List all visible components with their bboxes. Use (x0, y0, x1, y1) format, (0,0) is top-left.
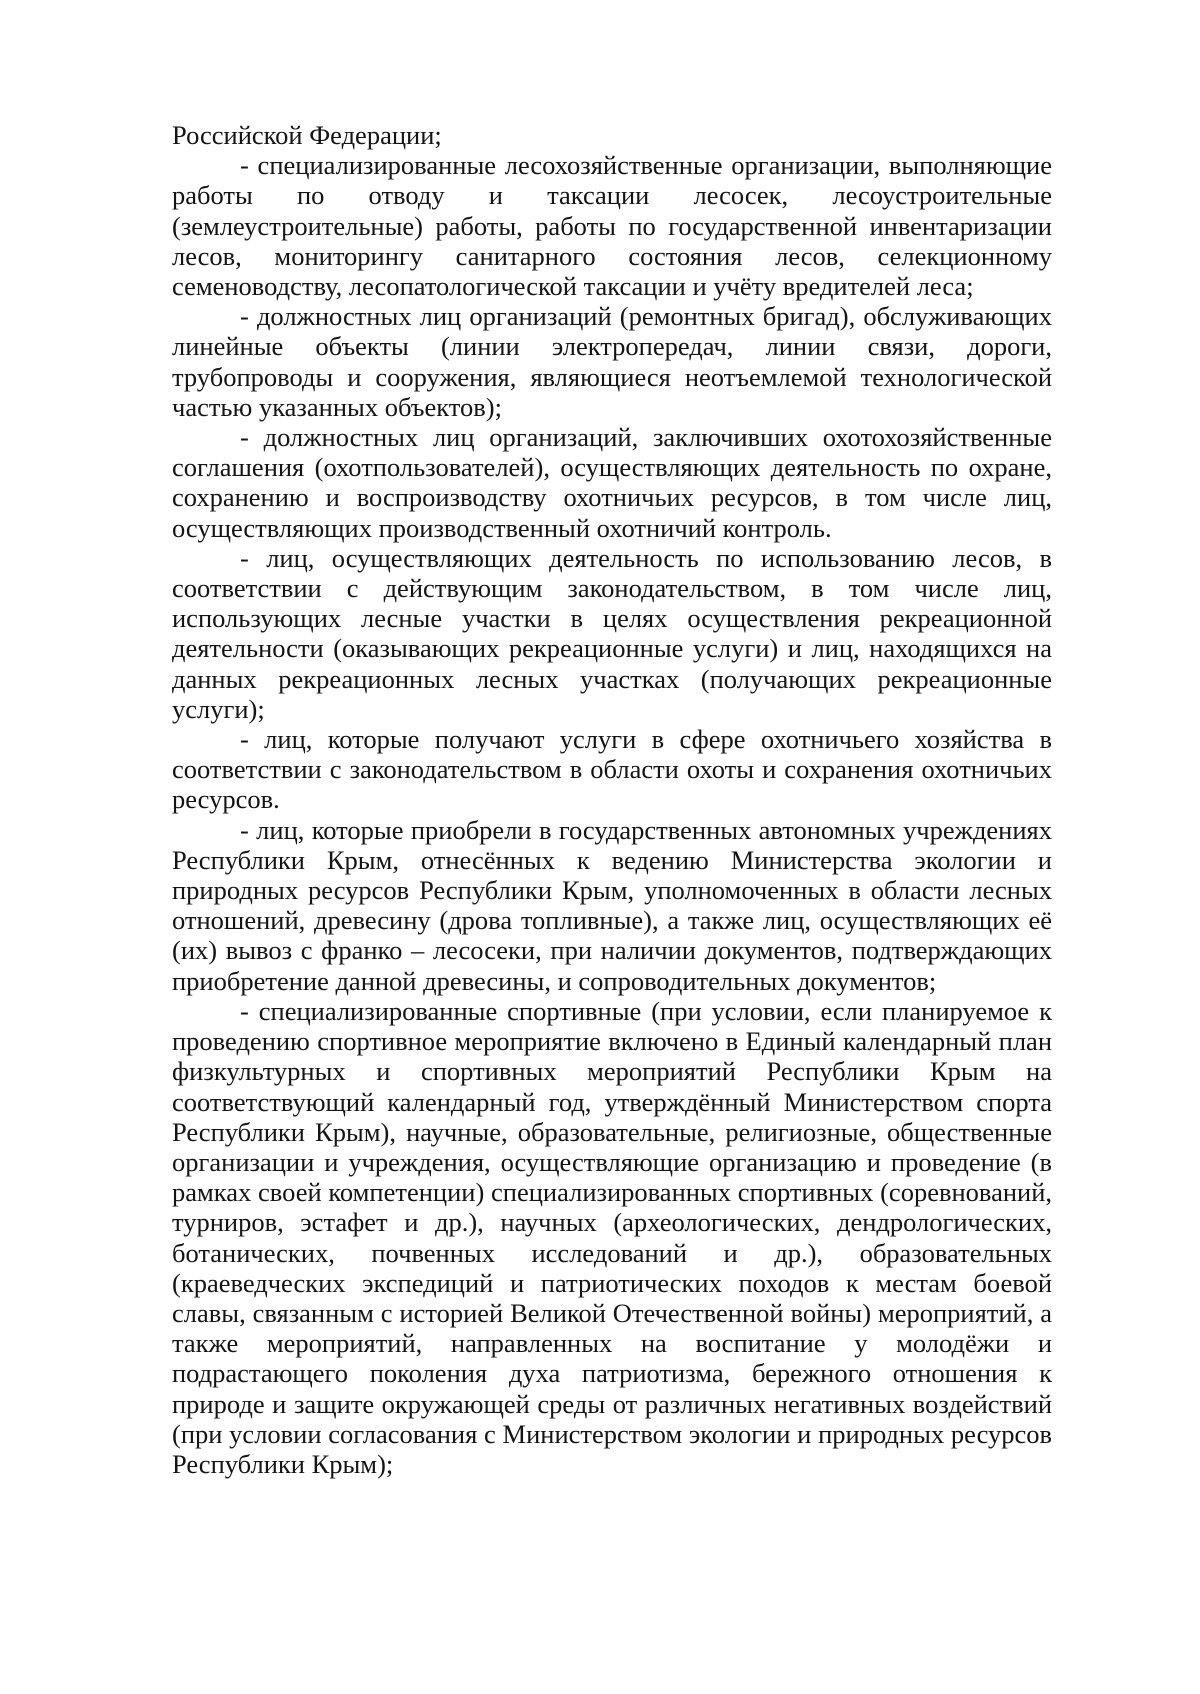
paragraph-forest-use: - лиц, осуществляющих деятельность по использованию лесов, в соответствии с действующим законодательством, в том числе лиц, использующих лесные участки в целях осуществления рекреационной деятельности (оказывающих рекреационные услуги) и лиц, находящихся на данных рекреационных лесных участках (получающих рекреационные услуги); (172, 542, 1052, 724)
paragraph-forestry-organizations: - специализированные лесохозяйственные организации, выполняющие работы по отводу и таксации лесосек, лесоустроительные (землеустроительные) работы, работы по государственной инвентаризации лесов, мониторингу санитарного состояния лесов, селекционному семеноводству, лесопатологической таксации и учёту вредителей леса; (172, 150, 1052, 302)
paragraph-firewood-purchase: - лиц, которые приобрели в государственных автономных учреждениях Республики Крым, отнесённых к ведению Министерства экологии и природных ресурсов Республики Крым, уполномоченных в области лесных отношений, древесину (дрова топливные), а также лиц, осуществляющих её (их) вывоз с франко – лесосеки, при наличии документов, подтверждающих приобретение данной древесины, и сопроводительных документов; (172, 814, 1052, 996)
paragraph-hunting-services: - лиц, которые получают услуги в сфере охотничьего хозяйства в соответствии с законодательством в области охоты и сохранения охотничьих ресурсов. (172, 724, 1052, 815)
paragraph-continuation: Российской Федерации; (172, 120, 442, 150)
paragraph-hunting-agreements: - должностных лиц организаций, заключивших охотохозяйственные соглашения (охотпользователей), осуществляющих деятельность по охране, сохранению и воспроизводству охотничьих ресурсов, в том числе лиц, осуществляющих производственный охотничий контроль. (172, 422, 1052, 543)
paragraph-linear-objects-officials: - должностных лиц организаций (ремонтных бригад), обслуживающих линейные объекты (линии электропередач, линии связи, дороги, трубопроводы и сооружения, являющиеся неотъемлемой технологической частью указанных объектов); (172, 301, 1052, 422)
document-body (172, 120, 1052, 1479)
paragraph-sport-science-organizations: - специализированные спортивные (при условии, если планируемое к проведению спортивное мероприятие включено в Единый календарный план физкультурных и спортивных мероприятий Республики Крым на соответствующий календарный год, утверждённый Министерством спорта Республики Крым), научные, образовательные, религиозные, общественные организации и учреждения, осуществляющие организацию и проведение (в рамках своей компетенции) специализированных спортивных (соревнований, турниров, эстафет и др.), научных (археологических, дендрологических, ботанических, почвенных исследований и др.), образовательных (краеведческих экспедиций и патриотических походов к местам боевой славы, связанным с историей Великой Отечественной войны) мероприятий, а также мероприятий, направленных на воспитание у молодёжи и подрастающего поколения духа патриотизма, бережного отношения к природе и защите окружающей среды от различных негативных воздействий (при условии согласования с Министерством экологии и природных ресурсов Республики Крым); (172, 995, 1052, 1479)
